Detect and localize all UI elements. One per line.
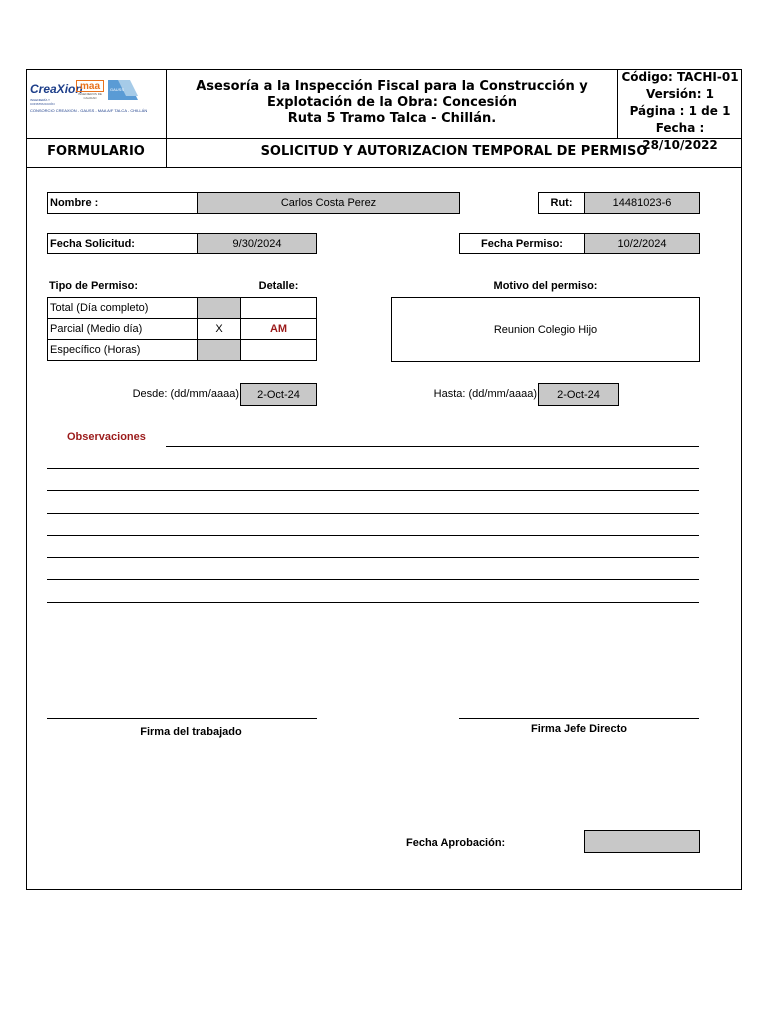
desde-field[interactable] [240, 383, 317, 406]
company-logo [30, 78, 162, 118]
fecha-aprobacion-label: Fecha Aprobación: [406, 837, 506, 849]
title-line-2: Explotación de la Obra: Concesión [266, 95, 518, 110]
tipo-permiso-label: Tipo de Permiso: [49, 280, 139, 292]
gauss-word: GAUSS [110, 87, 125, 92]
observaciones-line-2[interactable] [47, 468, 699, 469]
title-line-1: Asesoría a la Inspección Fiscal para la Construcción y [196, 79, 588, 94]
rut-field[interactable] [584, 192, 700, 214]
motivo-value: Reunion Colegio Hijo [493, 323, 598, 336]
form-subtitle: SOLICITUD Y AUTORIZACION TEMPORAL DE PERMISO [260, 144, 648, 159]
fecha-permiso-label: Fecha Permiso: [481, 237, 563, 250]
desde-label: Desde: (dd/mm/aaaa) [132, 388, 239, 400]
tipo-total-checkbox[interactable] [197, 297, 241, 319]
observaciones-line-1[interactable] [166, 446, 699, 447]
tipo-especifico-label: Específico (Horas) [50, 344, 141, 356]
document-version: Versión: 1 [645, 87, 715, 101]
nombre-value: Carlos Costa Perez [280, 197, 377, 209]
rut-label-cell [538, 192, 585, 214]
firma-trabajador-label: Firma del trabajado [140, 726, 242, 738]
hasta-label: Hasta: (dd/mm/aaaa) [433, 388, 537, 400]
document-date: Fecha : 28/10/2022 [642, 121, 718, 152]
firma-jefe-label: Firma Jefe Directo [531, 723, 627, 735]
tipo-parcial-mark: X [215, 323, 223, 335]
motivo-label: Motivo del permiso: [493, 280, 598, 292]
fecha-permiso-label-cell [459, 233, 585, 254]
logo-caption: CONSORCIO CREAXION - GAUSS - MAA A/F TALCA - CHILLÁN [30, 108, 148, 113]
gauss-logo [108, 80, 138, 100]
title-line-3: Ruta 5 Tramo Talca - Chillán. [287, 111, 497, 126]
fecha-solicitud-label: Fecha Solicitud: [50, 237, 135, 250]
observaciones-line-5[interactable] [47, 535, 699, 536]
nombre-field[interactable] [197, 192, 460, 214]
fecha-solicitud-label-cell [47, 233, 198, 254]
nombre-label: Nombre : [50, 197, 99, 209]
formulario-label: FORMULARIO [47, 144, 145, 159]
firma-trabajador-line[interactable] [47, 718, 317, 719]
nombre-label-cell [47, 192, 198, 214]
fecha-solicitud-field[interactable] [197, 233, 317, 254]
tipo-total-detail[interactable] [240, 297, 317, 319]
maa-word: maa [76, 80, 104, 92]
subheader-divider [26, 167, 742, 168]
tipo-parcial-label: Parcial (Medio día) [50, 323, 143, 335]
observaciones-line-6[interactable] [47, 557, 699, 558]
hasta-field[interactable] [538, 383, 619, 406]
document-page: Página : 1 de 1 [629, 104, 731, 118]
creaxion-sub: INGENIERÍA Y CONSTRUCCIÓN [30, 98, 55, 106]
hasta-value: 2-Oct-24 [557, 388, 600, 401]
observaciones-line-8[interactable] [47, 602, 699, 603]
fecha-permiso-value: 10/2/2024 [617, 237, 667, 250]
document-title [166, 79, 618, 127]
tipo-especifico-detail[interactable] [240, 339, 317, 361]
maa-sub: INGENIEROS DE CALIDAD [78, 92, 102, 100]
document-code: Código: TACHI-01 [621, 70, 739, 84]
fecha-solicitud-value: 9/30/2024 [232, 237, 282, 250]
rut-value: 14481023-6 [612, 197, 672, 209]
creaxion-word: CreaXion [30, 82, 83, 96]
fecha-permiso-field[interactable] [584, 233, 700, 254]
desde-value: 2-Oct-24 [257, 388, 300, 401]
motivo-field[interactable] [391, 297, 700, 362]
firma-jefe-line[interactable] [459, 718, 699, 719]
observaciones-line-3[interactable] [47, 490, 699, 491]
tipo-especifico-checkbox[interactable] [197, 339, 241, 361]
tipo-especifico-label-cell [47, 339, 198, 361]
fecha-aprobacion-field[interactable] [584, 830, 700, 853]
detalle-label: Detalle: [258, 280, 299, 292]
rut-label: Rut: [550, 197, 573, 209]
observaciones-label: Observaciones [67, 431, 146, 443]
tipo-parcial-detail[interactable] [240, 318, 317, 340]
tipo-parcial-checkbox[interactable] [197, 318, 241, 340]
tipo-parcial-label-cell [47, 318, 198, 340]
observaciones-line-7[interactable] [47, 579, 699, 580]
creaxion-logo [30, 80, 83, 106]
observaciones-line-4[interactable] [47, 513, 699, 514]
maa-logo [76, 80, 104, 98]
tipo-total-label: Total (Día completo) [50, 302, 149, 314]
tipo-parcial-detail-value: AM [269, 323, 288, 335]
tipo-total-label-cell [47, 297, 198, 319]
